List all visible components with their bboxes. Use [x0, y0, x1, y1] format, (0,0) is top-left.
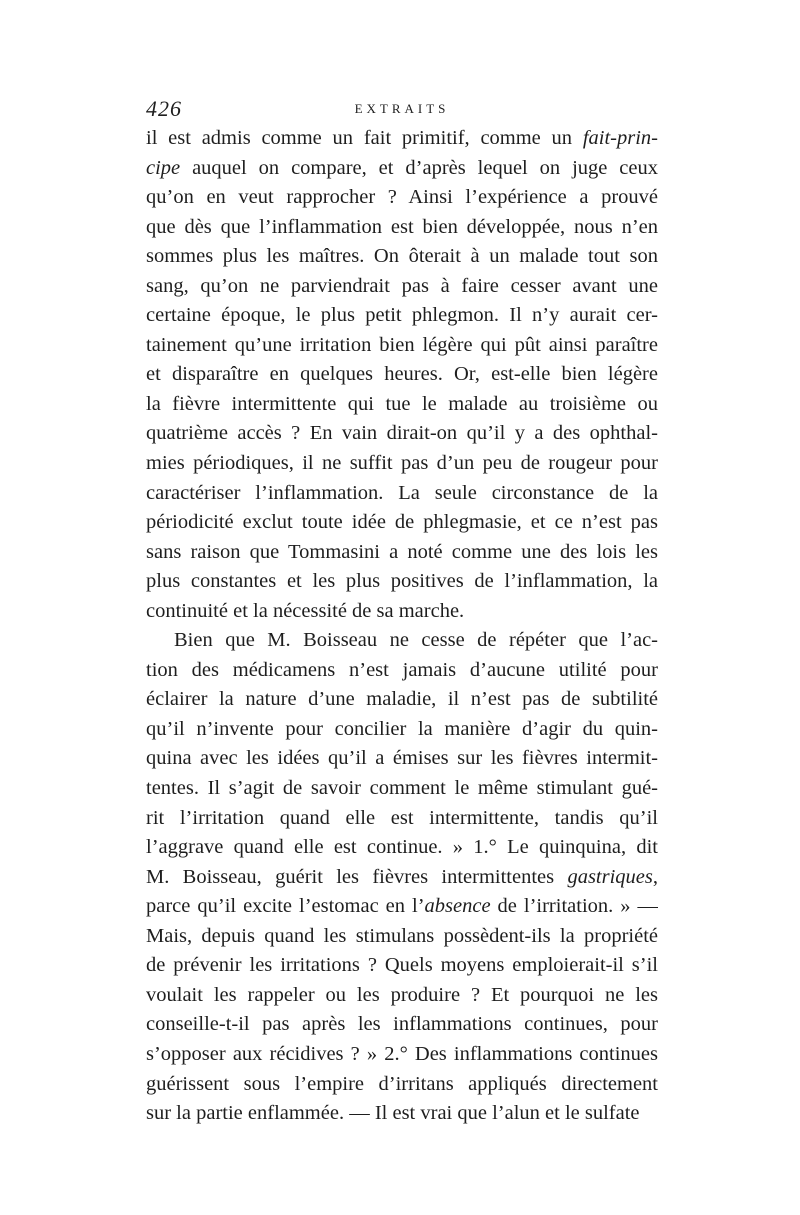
text-line — [146, 981, 658, 1011]
text-line — [146, 508, 658, 538]
text-line — [146, 301, 658, 331]
text-segment: et disparaître en quelques heures. Or, est-elle bien légère — [146, 363, 658, 386]
text-segment: M. Boisseau, guérit les fièvres intermittentes — [146, 865, 568, 888]
text-segment: sang, qu’on ne parviendrait pas à faire cesser avant une — [146, 274, 658, 297]
text-line — [146, 479, 658, 509]
text-segment: caractériser l’inflammation. La seule circonstance de la — [146, 481, 658, 504]
text-segment: mies périodiques, il ne suffit pas d’un peu de rougeur pour — [146, 452, 658, 475]
text-segment: tentes. Il s’agit de savoir comment le même stimulant gué- — [146, 777, 658, 800]
text-segment: sommes plus les maîtres. On ôterait à un malade tout son — [146, 245, 658, 268]
text-line — [146, 626, 658, 656]
text-segment: quatrième accès ? En vain dirait-on qu’il y a des ophthal- — [146, 422, 658, 445]
text-line — [146, 124, 658, 154]
text-segment: s’opposer aux récidives ? » 2.° Des inflammations continues — [146, 1042, 658, 1065]
text-segment: qu’on en veut rapprocher ? Ainsi l’expérience a prouvé — [146, 186, 658, 209]
text-segment: que dès que l’inflammation est bien développée, nous n’en — [146, 215, 658, 238]
italic-text: fait-prin- — [582, 127, 658, 149]
page-number: 426 — [146, 96, 182, 121]
text-line — [146, 154, 658, 184]
text-line — [146, 1070, 658, 1100]
paragraph-1 — [146, 124, 658, 626]
page-header — [146, 96, 658, 126]
paragraph-2 — [146, 626, 658, 1128]
text-line — [146, 419, 658, 449]
text-line — [146, 744, 658, 774]
text-segment: conseille-t-il pas après les inflammations continues, pour — [146, 1013, 658, 1036]
text-segment: , — [652, 865, 658, 888]
text-segment: tainement qu’une irritation bien légère qui pût ainsi paraître — [146, 333, 658, 356]
text-line — [146, 1010, 658, 1040]
text-line — [146, 863, 658, 893]
text-segment: auquel on compare, et d’après lequel on juge ceux — [180, 156, 658, 179]
text-segment: Mais, depuis quand les stimulans possèdent-ils la propriété — [146, 924, 658, 947]
text-segment: sur la partie enflammée. — Il est vrai que l’alun et le sulfate — [146, 1102, 640, 1125]
text-segment: voulait les rappeler ou les produire ? Et pourquoi ne les — [146, 983, 658, 1006]
text-segment: rit l’irritation quand elle est intermittente, tandis qu’il — [146, 806, 658, 829]
text-segment: périodicité exclut toute idée de phlegmasie, et ce n’est pas — [146, 511, 658, 534]
text-segment: certaine époque, le plus petit phlegmon. Il n’y aurait cer- — [146, 304, 658, 327]
text-segment: il est admis comme un fait primitif, comme un — [146, 127, 583, 149]
text-segment: qu’il n’invente pour concilier la manière d’agir du quin- — [146, 717, 658, 740]
text-line — [146, 804, 658, 834]
text-segment: guérissent sous l’empire d’irritans appliqués directement — [146, 1072, 658, 1095]
text-line — [146, 538, 658, 568]
text-line — [146, 449, 658, 479]
text-line — [146, 833, 658, 863]
text-segment: de prévenir les irritations ? Quels moyens emploierait-il s’il — [146, 954, 658, 977]
text-line — [146, 183, 658, 213]
text-line — [146, 774, 658, 804]
text-segment: l’aggrave quand elle est continue. » 1.° Le quinquina, dit — [146, 836, 658, 859]
text-segment: plus constantes et les plus positives de l’inflammation, la — [146, 570, 658, 593]
text-line — [146, 892, 658, 922]
text-line — [146, 1040, 658, 1070]
italic-text: absence — [424, 895, 491, 918]
italic-text: cipe — [146, 156, 181, 179]
italic-text: gastriques — [567, 865, 653, 888]
text-line — [146, 922, 658, 952]
text-line — [146, 951, 658, 981]
text-line — [146, 656, 658, 686]
body-text — [146, 124, 658, 1129]
text-segment: Bien que M. Boisseau ne cesse de répéter que l’ac- — [174, 629, 658, 652]
text-segment: parce qu’il excite l’estomac en l’ — [146, 895, 425, 918]
text-segment: la fièvre intermittente qui tue le malade au troisième ou — [146, 392, 658, 415]
text-line — [146, 360, 658, 390]
text-line — [146, 272, 658, 302]
text-line — [146, 242, 658, 272]
text-segment: éclairer la nature d’une maladie, il n’est pas de subtilité — [146, 688, 658, 711]
text-line — [146, 567, 658, 597]
text-line — [146, 597, 658, 627]
text-line — [146, 1099, 658, 1129]
text-line — [146, 390, 658, 420]
text-segment: quina avec les idées qu’il a émises sur les fièvres intermit- — [146, 747, 658, 770]
text-line — [146, 213, 658, 243]
text-line — [146, 715, 658, 745]
text-segment: sans raison que Tommasini a noté comme une des lois les — [146, 540, 658, 563]
text-segment: continuité et la nécessité de sa marche. — [146, 599, 465, 622]
text-line — [146, 685, 658, 715]
text-segment: de l’irritation. » — — [490, 895, 658, 918]
text-segment: tion des médicamens n’est jamais d’aucune utilité pour — [146, 658, 658, 681]
running-head: EXTRAITS — [354, 101, 450, 116]
text-line — [146, 331, 658, 361]
